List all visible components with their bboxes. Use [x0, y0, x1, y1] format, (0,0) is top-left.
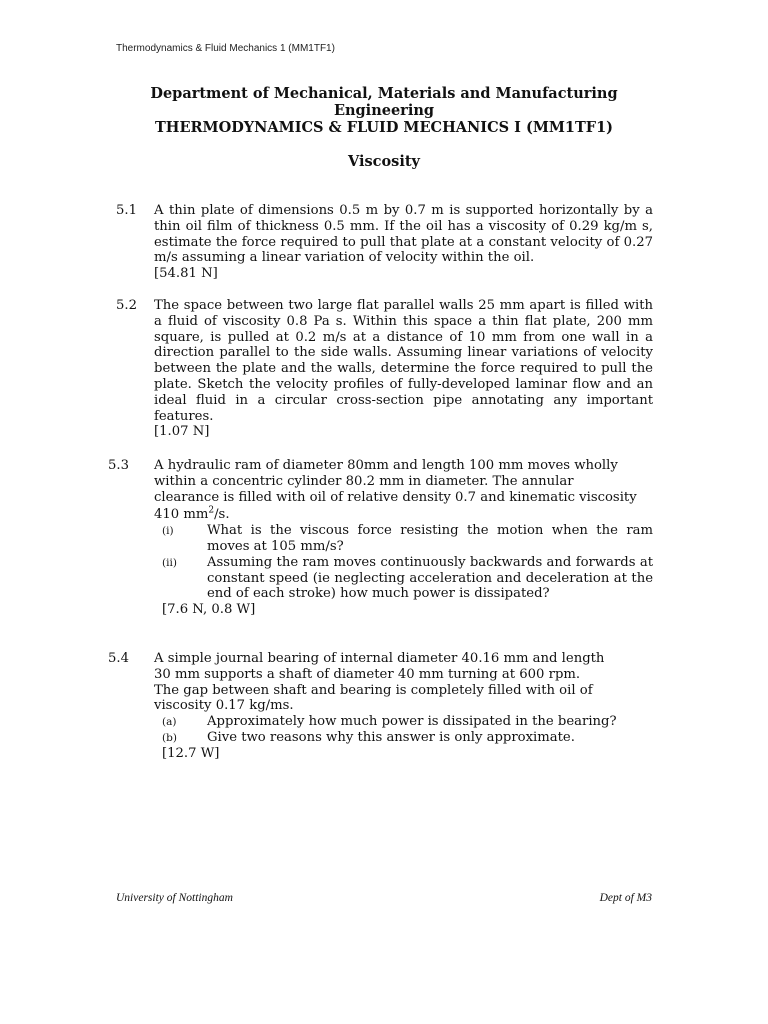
question-number: 5.4: [108, 651, 129, 666]
sub-question-label: (i): [162, 525, 174, 538]
question-answer: [12.7 W]: [162, 745, 220, 761]
running-header: Thermodynamics & Fluid Mechanics 1 (MM1TF1): [116, 43, 335, 54]
question-text: A simple journal bearing of internal diameter 40.16 mm and length 30 mm supports a shaft of diameter 40 mm turning at 600 rpm. The gap between shaft and bearing is completely filled with oil of viscosity 0.17 kg/ms. (a) Approximately how much power is dissipated in the bearing? (b) Give two reasons why this answer is only approximate. [12.7 W]: [154, 651, 653, 762]
sub-question-label: (ii): [162, 556, 177, 569]
footer-divider: [116, 882, 652, 883]
question-5-3: [100, 458, 653, 618]
question-text: The space between two large flat parallel walls 25 mm apart is filled with a fluid of viscosity 0.8 Pa s. Within this space a thin flat plate, 200 mm square, is pulled at 0.2 m/s at a distance of 10 mm from one wall in a direction parallel to the side walls. Assuming linear variations of velocity between the plate and the walls, determine the force required to pull the plate. Sketch the velocity profiles of fully-developed laminar flow and an ideal fluid in a circular cross-section pipe annotating any important features. [1.07 N]: [154, 298, 653, 440]
question-answer: [54.81 N]: [154, 266, 218, 282]
sub-question-text: Assuming the ram moves continuously backwards and forwards at constant speed (ie neglecting acceleration and deceleration at the end of each stroke) how much power is dissipated?: [207, 554, 653, 602]
question-text: A thin plate of dimensions 0.5 m by 0.7 m is supported horizontally by a thin oil film of thickness 0.5 mm. If the oil has a viscosity of 0.29 kg/m s, estimate the force required to pull that plate at a constant velocity of 0.27 m/s assuming a linear variation of velocity within the oil. [54.81 N]: [154, 203, 653, 282]
footer-institution: University of Nottingham: [116, 892, 233, 904]
title-block: [100, 85, 668, 170]
sub-question-text: Approximately how much power is dissipated in the bearing?: [207, 714, 617, 730]
question-answer: [7.6 N, 0.8 W]: [162, 602, 256, 618]
question-5-1: [100, 203, 653, 282]
question-text: A hydraulic ram of diameter 80mm and length 100 mm moves wholly within a concentric cylinder 80.2 mm in diameter. The annular clearance is filled with oil of relative density 0.7 and kinematic viscosity 410 $mm^2/s$. (i) What is the viscous force resisting the motion when the ram moves at 105 mm/s? (ii) Assuming the ram moves continuously backwards and forwards at constant speed (ie neglecting acceleration and deceleration at the end of each stroke) how much power is dissipated? [7.6 N, 0.8 W]: [154, 458, 653, 618]
footer-department: Dept of M3: [599, 892, 652, 904]
question-number: 5.3: [108, 458, 129, 473]
question-answer: [1.07 N]: [154, 424, 210, 440]
question-5-2: [100, 298, 653, 440]
course-title: THERMODYNAMICS & FLUID MECHANICS I (MM1TF1): [154, 119, 614, 136]
department-line-1: Department of Mechanical, Materials and Manufacturing: [150, 85, 618, 102]
question-number: 5.2: [116, 298, 137, 313]
sub-question: [162, 714, 653, 730]
question-5-4: [100, 651, 653, 762]
sub-question: [162, 555, 653, 602]
sub-question-text: What is the viscous force resisting the motion when the ram moves at 105 mm/s?: [207, 523, 653, 554]
sub-question-text: Give two reasons why this answer is only approximate.: [207, 729, 575, 745]
department-line-2: Engineering: [333, 102, 435, 119]
topic-title: Viscosity: [348, 153, 420, 170]
question-number: 5.1: [116, 203, 137, 218]
sub-question: [162, 730, 653, 746]
sub-question: [162, 523, 653, 555]
sub-question-label: (a): [162, 716, 177, 729]
sub-question-label: (b): [162, 731, 177, 744]
